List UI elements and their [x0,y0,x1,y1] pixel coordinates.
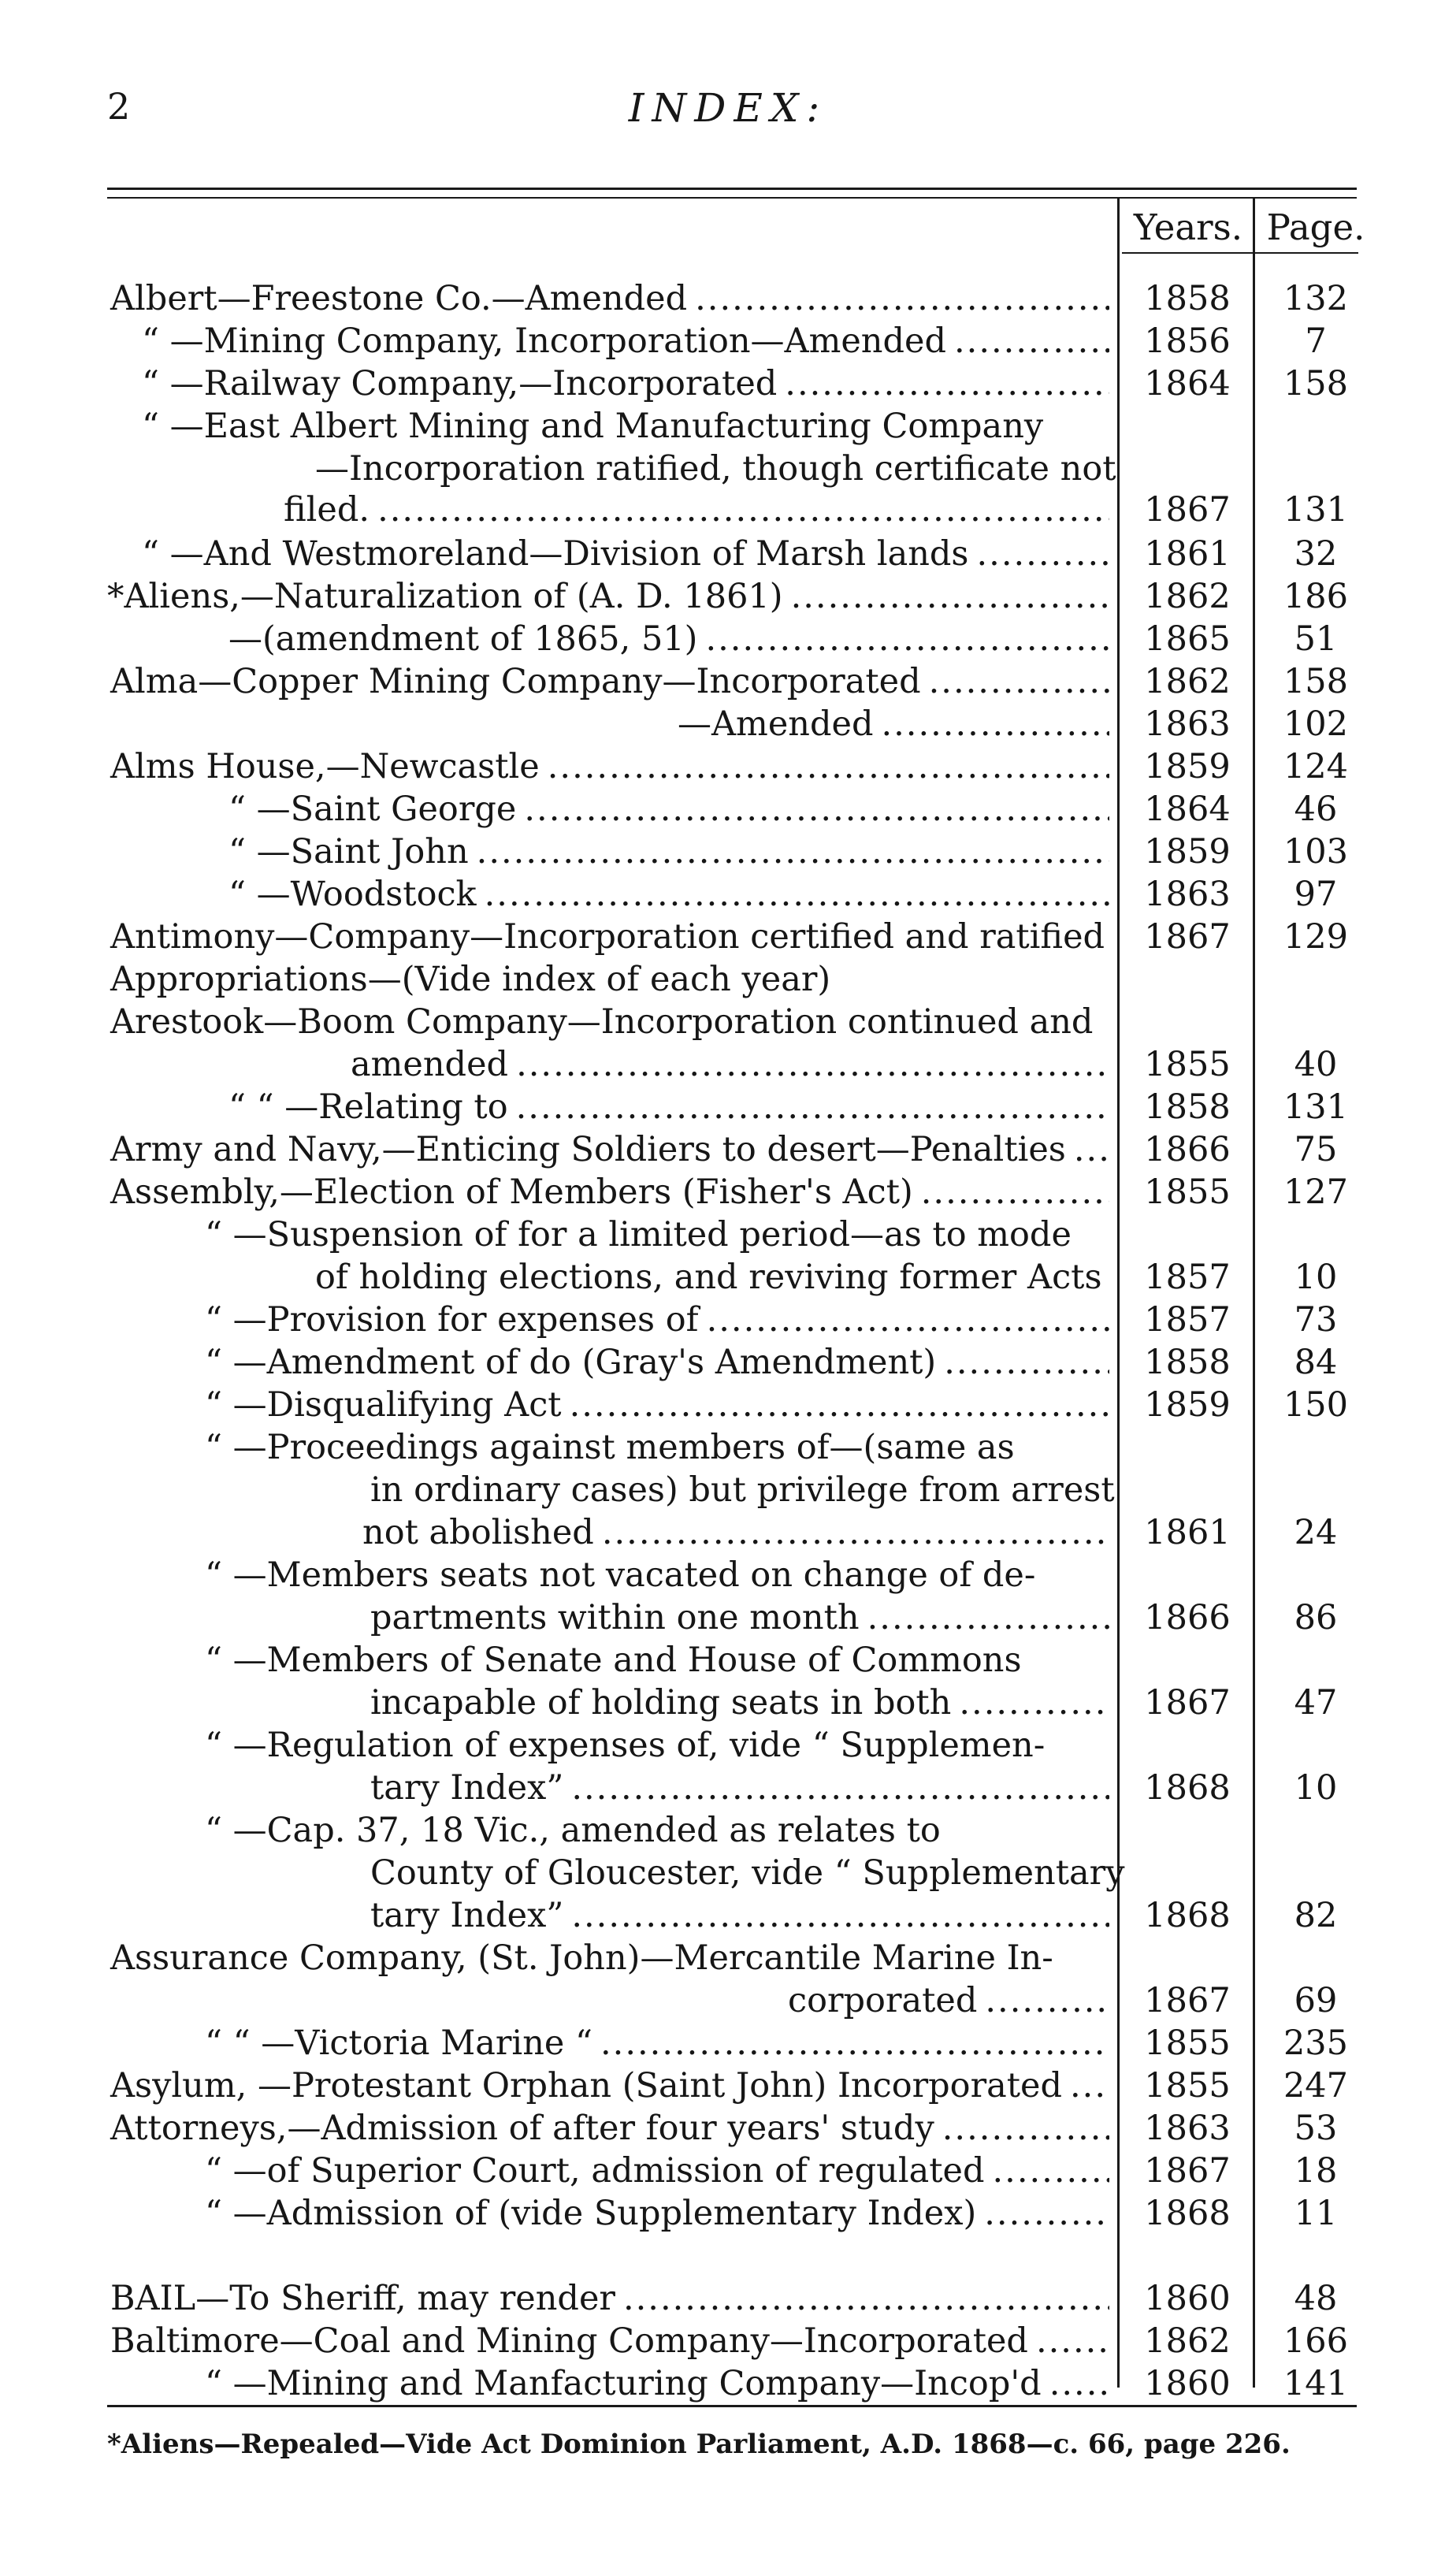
entry-text-line: Attorneys,—Admission of after four years' study [110,2109,934,2148]
entry-year: 1858 [1144,1087,1231,1127]
entry-page: 32 [1294,534,1338,574]
entry-page: 10 [1294,1258,1338,1297]
entry-page: 84 [1294,1343,1338,1382]
entry-text-line: “ —Proceedings against members of—(same as [205,1428,1015,1467]
entry-text-line: Asylum, —Protestant Orphan (Saint John) Incorporated [110,2066,1063,2105]
entry-text-line: County of Gloucester, vide “ Supplementary [370,1853,1125,1893]
entry-page: 158 [1283,662,1349,701]
leader-dots [1036,2320,1109,2362]
entry-text-line: corporated [788,1981,978,2020]
entry-text-line: partments within one month [370,1598,860,1637]
entry-year: 1868 [1144,2194,1231,2233]
leader-dots [602,1511,1109,1554]
entry-text-line: —Incorporation ratified, though certificate not [315,449,1116,489]
leader-dots [570,1384,1109,1426]
entry-text-line: “ —Railway Company,—Incorporated [142,364,778,403]
leader-dots [524,788,1109,831]
entry-text-line: “ —Members of Senate and House of Commons [205,1641,1022,1680]
leader-dots [959,1682,1109,1724]
entry-page: 150 [1283,1385,1349,1425]
leader-dots [1070,2064,1109,2107]
entry-page: 18 [1294,2151,1338,2191]
leader-dots [929,660,1109,703]
entry-year: 1855 [1144,1173,1231,1212]
entry-page: 132 [1283,279,1349,318]
entry-year: 1860 [1144,2364,1231,2403]
leader-dots [984,2192,1109,2235]
page-number: 2 [107,85,131,128]
entry-year: 1868 [1144,1768,1231,1808]
entry-page: 69 [1294,1981,1338,2020]
entry-text-line: BAIL—To Sheriff, may render [110,2279,615,2318]
entry-year: 1861 [1144,534,1231,574]
entry-text-line: “ “ —Relating to [228,1087,508,1127]
entry-text-line: —(amendment of 1865, 51) [228,619,698,659]
entry-text-line: of holding elections, and reviving former Acts [315,1258,1102,1297]
leader-dots [548,745,1109,788]
leader-dots [867,1596,1109,1639]
leader-dots [477,831,1109,873]
entry-page: 46 [1294,790,1338,829]
entry-year: 1866 [1144,1598,1231,1637]
entry-text-line: “ —Disqualifying Act [205,1385,562,1425]
entry-page: 40 [1294,1045,1338,1084]
entry-text-line: “ —of Superior Court, admission of regulated [205,2151,985,2191]
leader-dots [705,618,1109,660]
entry-year: 1856 [1144,321,1231,361]
entry-year: 1867 [1144,917,1231,957]
entry-text-line: “ —And Westmoreland—Division of Marsh lands [142,534,969,574]
entry-year: 1858 [1144,1343,1231,1382]
entry-text-line: amended [351,1045,509,1084]
entry-year: 1863 [1144,704,1231,744]
leader-dots [516,1086,1109,1128]
entry-page: 82 [1294,1896,1338,1935]
leader-dots [623,2277,1109,2320]
entry-year: 1859 [1144,1385,1231,1425]
entry-text-line: filed. [284,490,370,530]
entry-text-line: “ —Cap. 37, 18 Vic., amended as relates to [205,1811,941,1850]
leader-dots [791,575,1109,618]
entry-year: 1860 [1144,2279,1231,2318]
entry-text-line: Alma—Copper Mining Company—Incorporated [110,662,921,701]
entry-year: 1868 [1144,1896,1231,1935]
entry-page: 86 [1294,1598,1338,1637]
entry-text-line: Army and Navy,—Enticing Soldiers to desert—Penalties [110,1130,1066,1169]
entry-text-line: Arestook—Boom Company—Incorporation continued and [110,1002,1094,1042]
entry-text-line: tary Index” [370,1896,564,1935]
entry-year: 1861 [1144,1513,1231,1552]
years-column-header: Years. [1133,206,1243,248]
entry-page: 166 [1283,2321,1349,2361]
page-title: INDEX: [628,85,828,131]
entry-page: 131 [1283,1087,1349,1127]
entry-year: 1867 [1144,1683,1231,1723]
entry-year: 1857 [1144,1300,1231,1340]
entry-text-line: “ —Woodstock [228,875,477,914]
entry-year: 1863 [1144,2109,1231,2148]
entry-page: 129 [1283,917,1349,957]
entry-page: 131 [1283,490,1349,530]
entry-page: 10 [1294,1768,1338,1808]
bottom-rule [107,2405,1357,2407]
leader-dots [377,489,1109,531]
entry-year: 1859 [1144,832,1231,871]
entry-text-line: “ —Amendment of do (Gray's Amendment) [205,1343,937,1382]
top-rule [107,188,1357,190]
entry-year: 1855 [1144,2024,1231,2063]
leader-dots [944,1341,1109,1384]
entry-page: 11 [1294,2194,1338,2233]
entry-text-line: Baltimore—Coal and Mining Company—Incorporated [110,2321,1028,2361]
entry-page: 127 [1283,1173,1349,1212]
entry-page: 102 [1283,704,1349,744]
entry-text-line: “ —Regulation of expenses of, vide “ Supplemen- [205,1726,1046,1765]
entry-text-line: “ —Suspension of for a limited period—as to mode [205,1215,1072,1254]
entry-page: 75 [1294,1130,1338,1169]
entry-page: 24 [1294,1513,1338,1552]
leader-dots [485,873,1109,916]
entry-text-line: Appropriations—(Vide index of each year) [110,960,831,999]
entry-page: 48 [1294,2279,1338,2318]
page-column-header: Page. [1266,206,1365,248]
leader-dots [600,2022,1109,2064]
entry-text-line: Antimony—Company—Incorporation certified and ratified [110,917,1105,957]
entry-year: 1862 [1144,577,1231,616]
entry-text-line: “ —Saint John [228,832,469,871]
entry-page: 97 [1294,875,1338,914]
entry-page: 103 [1283,832,1349,871]
entry-page: 247 [1283,2066,1349,2105]
entry-year: 1862 [1144,2321,1231,2361]
entry-year: 1855 [1144,1045,1231,1084]
entry-year: 1859 [1144,747,1231,786]
entry-page: 158 [1283,364,1349,403]
entry-year: 1864 [1144,364,1231,403]
years-column-right-rule [1253,197,1255,2388]
entry-year: 1867 [1144,1981,1231,2020]
top-rule-second [107,197,1357,199]
entry-year: 1867 [1144,490,1231,530]
entry-text-line: “ —Mining and Manfacturing Company—Incop'd [205,2364,1042,2403]
leader-dots [881,703,1109,745]
entry-year: 1866 [1144,1130,1231,1169]
entry-year: 1858 [1144,279,1231,318]
leader-dots [785,362,1109,405]
entry-text-line: *Aliens,—Naturalization of (A. D. 1861) [107,577,783,616]
entry-year: 1863 [1144,875,1231,914]
entry-page: 124 [1283,747,1349,786]
leader-dots [954,320,1109,362]
entry-text-line: “ —Mining Company, Incorporation—Amended [142,321,946,361]
leader-dots [942,2107,1109,2150]
entry-year: 1857 [1144,1258,1231,1297]
entry-text-line: “ —Provision for expenses of [205,1300,699,1340]
entry-year: 1862 [1144,662,1231,701]
entry-text-line: Assembly,—Election of Members (Fisher's Act) [110,1173,913,1212]
leader-dots [707,1299,1109,1341]
leader-dots [985,1979,1109,2022]
entry-text-line: Alms House,—Newcastle [110,747,540,786]
header-underline [1122,252,1358,254]
entry-year: 1864 [1144,790,1231,829]
entry-text-line: incapable of holding seats in both [370,1683,952,1723]
entry-page: 7 [1305,321,1327,361]
entry-text-line: “ —Admission of (vide Supplementary Index) [205,2194,977,2233]
entry-text-line: tary Index” [370,1768,564,1808]
entry-text-line: in ordinary cases) but privilege from arrest [370,1470,1115,1510]
entry-page: 47 [1294,1683,1338,1723]
entry-text-line: Albert—Freestone Co.—Amended [110,279,688,318]
leader-dots [921,1171,1109,1213]
leader-dots [1074,1128,1109,1171]
entry-text-line: “ —Members seats not vacated on change of de- [205,1555,1036,1595]
entry-page: 141 [1283,2364,1349,2403]
entry-year: 1865 [1144,619,1231,659]
years-column-left-rule [1117,197,1120,2388]
entry-year: 1855 [1144,2066,1231,2105]
entry-page: 73 [1294,1300,1338,1340]
footnote: *Aliens—Repealed—Vide Act Dominion Parliament, A.D. 1868—c. 66, page 226. [107,2429,1291,2460]
entry-text-line: “ —Saint George [228,790,517,829]
leader-dots [571,1767,1109,1809]
entry-text-line: —Amended [678,704,874,744]
entry-text-line: “ —East Albert Mining and Manufacturing Company [142,407,1044,446]
leader-dots [516,1043,1109,1086]
leader-dots [977,533,1110,575]
entry-text-line: “ “ —Victoria Marine “ [205,2024,592,2063]
leader-dots [1049,2362,1109,2405]
leader-dots [571,1894,1109,1937]
entry-text-line: not abolished [362,1513,594,1552]
entry-page: 51 [1294,619,1338,659]
entry-year: 1867 [1144,2151,1231,2191]
leader-dots [992,2150,1109,2192]
leader-dots [695,277,1109,320]
entry-page: 186 [1283,577,1349,616]
entry-page: 235 [1283,2024,1349,2063]
entry-page: 53 [1294,2109,1338,2148]
entry-text-line: Assurance Company, (St. John)—Mercantile Marine In- [110,1938,1053,1978]
